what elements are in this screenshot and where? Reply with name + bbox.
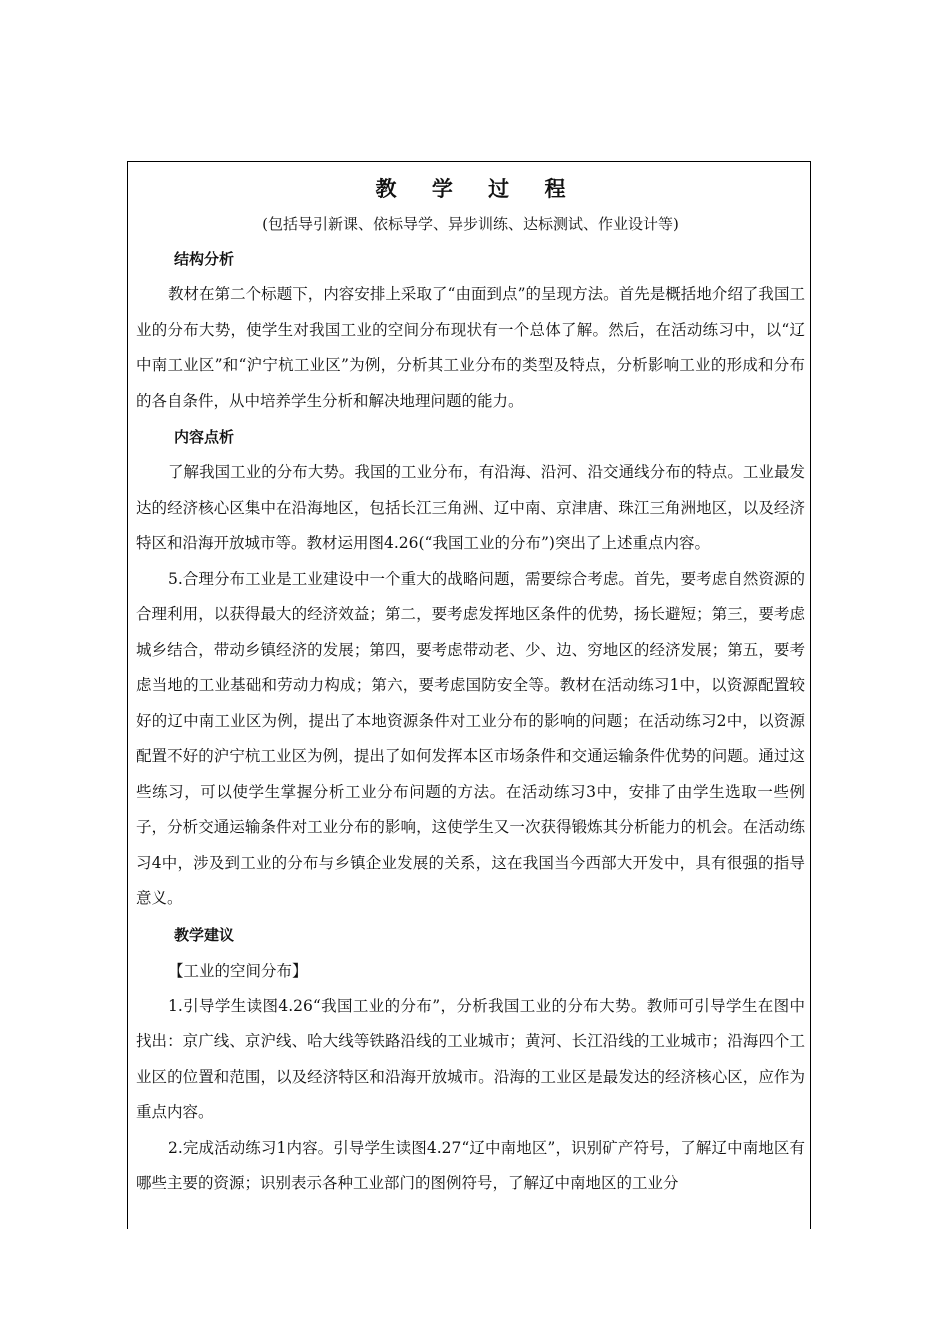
paragraph: 2.完成活动练习1内容。引导学生读图4.27“辽中南地区”，识别矿产符号，了解辽中南地区有哪些主要的资源；识别表示各种工业部门的图例符号，了解辽中南地区的工业分: [136, 1138, 805, 1192]
subsection-label: 【工业的空间分布】: [168, 961, 308, 980]
paragraph: 了解我国工业的分布大势。我国的工业分布，有沿海、沿河、沿交通线分布的特点。工业最发达的经济核心区集中在沿海地区，包括长江三角洲、辽中南、京津唐、珠江三角洲地区，以及经济特区和沿海开放城市等。教材运用图4.26(“我国工业的分布”)突出了上述重点内容。: [136, 463, 805, 552]
section-heading-content: 内容点析: [174, 428, 235, 446]
page-title: 教 学 过 程: [375, 176, 580, 201]
paragraph: 5.合理分布工业是工业建设中一个重大的战略问题，需要综合考虑。首先，要考虑自然资源的合理利用，以获得最大的经济效益；第二，要考虑发挥地区条件的优势，扬长避短；第三，要考虑城乡结合，带动乡镇经济的发展；第四，要考虑带动老、少、边、穷地区的经济发展；第五，要考虑当地的工业基础和劳动力构成；第六，要考虑国防安全等。教材在活动练习1中，以资源配置较好的辽中南工业区为例，提出了本地资源条件对工业分布的影响的问题；在活动练习2中，以资源配置不好的沪宁杭工业区为例，提出了如何发挥本区市场条件和交通运输条件优势的问题。通过这些练习，可以使学生掌握分析工业分布问题的方法。在活动练习3中，安排了由学生选取一些例子，分析交通运输条件对工业分布的影响，这使学生又一次获得锻炼其分析能力的机会。在活动练习4中，涉及到工业的分布与乡镇企业发展的关系，这在我国当今西部大开发中，具有很强的指导意义。: [136, 569, 805, 907]
paragraph: 教材在第二个标题下，内容安排上采取了“由面到点”的呈现方法。首先是概括地介绍了我国工业的分布大势，使学生对我国工业的空间分布现状有一个总体了解。然后，在活动练习中，以“辽中南工业区”和“沪宁杭工业区”为例，分析其工业分布的类型及特点，分析影响工业的形成和分布的各自条件，从中培养学生分析和解决地理问题的能力。: [136, 285, 805, 410]
paragraph: 1.引导学生读图4.26“我国工业的分布”，分析我国工业的分布大势。教师可引导学生在图中找出：京广线、京沪线、哈大线等铁路沿线的工业城市；黄河、长江沿线的工业城市；沿海四个工业区的位置和范围，以及经济特区和沿海开放城市。沿海的工业区是最发达的经济核心区，应作为重点内容。: [136, 996, 805, 1121]
document-frame: [127, 161, 811, 1229]
section-heading-suggestions: 教学建议: [174, 925, 235, 944]
page-subtitle: (包括导引新课、依标导学、异步训练、达标测试、作业设计等): [262, 215, 679, 233]
section-heading-structure: 结构分析: [174, 250, 235, 268]
